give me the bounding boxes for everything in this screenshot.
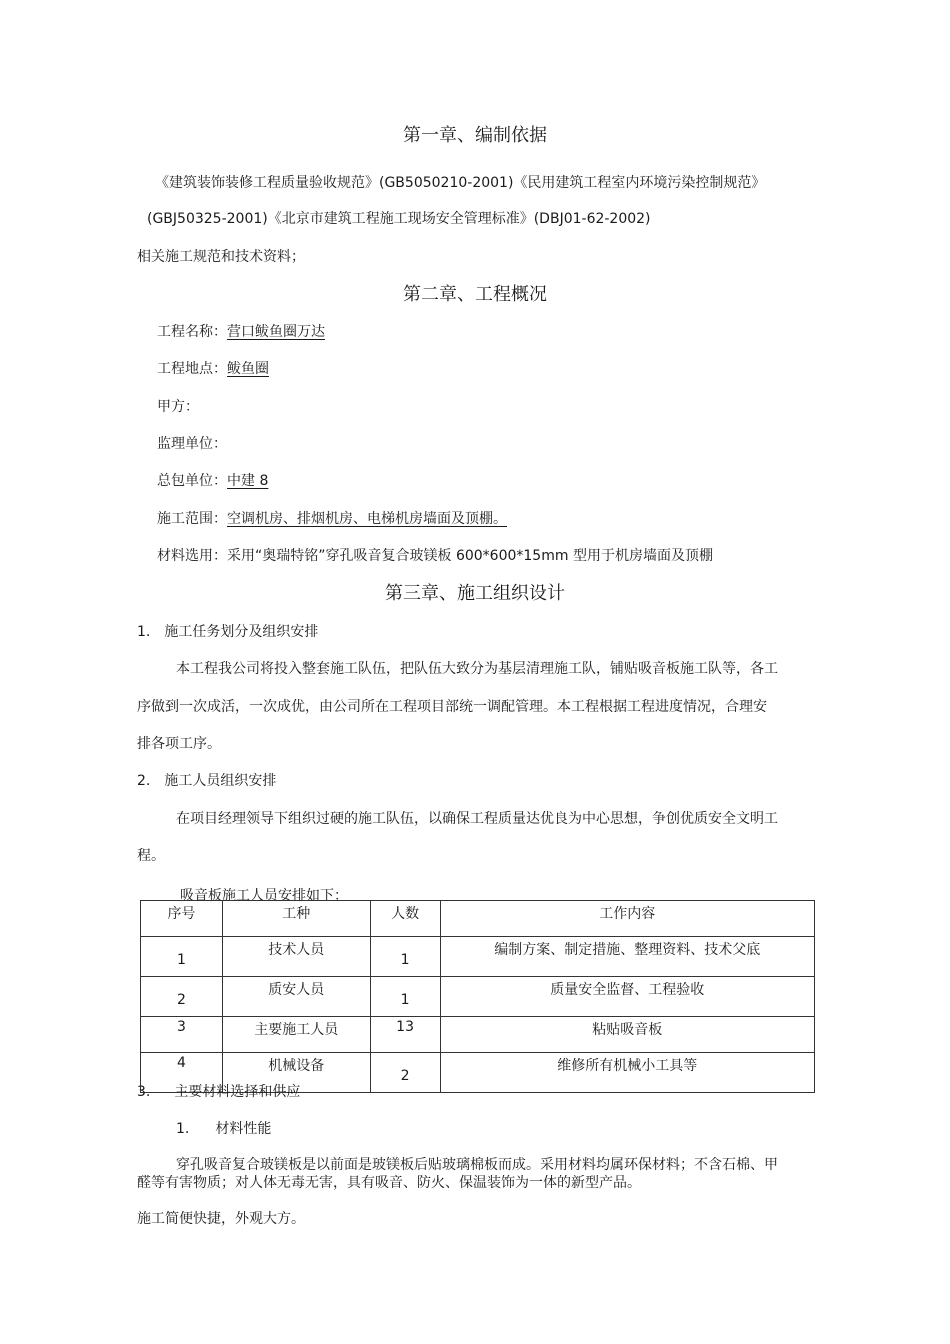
- section3-1-para-line1: 穿孔吸音复合玻镁板是以前面是玻镁板后贴玻璃棉板而成。采用材料均属环保材料；不含石棉、甲: [176, 1157, 778, 1173]
- scope-row: [157, 508, 507, 528]
- table-row: [141, 1017, 815, 1053]
- section1-number: 1.: [137, 624, 151, 640]
- contractor-label: 总包单位：: [157, 473, 227, 489]
- party-a-row: [157, 396, 199, 416]
- section1-para-line3: 排各项工序。: [137, 736, 221, 752]
- project-location-value: 鲅鱼圈: [227, 361, 269, 377]
- table-header-cell: 人数: [370, 901, 440, 937]
- section2-para-line1: 在项目经理领导下组织过硬的施工队伍，以确保工程质量达优良为中心思想，争创优质安全文明工: [176, 811, 778, 827]
- party-a-label: 甲方：: [157, 399, 199, 415]
- section3-1-title: 材料性能: [215, 1121, 272, 1137]
- chapter1-basis-line1: 《建筑装饰装修工程质量验收规范》(GB5050210-2001)《民用建筑工程室内环境污染控制规范》: [155, 175, 766, 191]
- section3-1-heading: [176, 1118, 271, 1138]
- table-cell: 3: [141, 1017, 223, 1053]
- project-name-value: 营口鲅鱼圈万达: [227, 324, 325, 340]
- table-cell: 粘贴吸音板: [440, 1017, 814, 1053]
- table-cell: 1: [141, 937, 223, 977]
- table-header-cell: 工种: [222, 901, 370, 937]
- table-row: [141, 977, 815, 1017]
- chapter1-basis-line3: 相关施工规范和技术资料；: [137, 249, 305, 265]
- section1-heading: [137, 621, 318, 641]
- section3-heading: [137, 1081, 300, 1101]
- section2-title: 施工人员组织安排: [164, 773, 277, 789]
- contractor-row: [157, 470, 268, 490]
- scope-value: 空调机房、排烟机房、电梯机房墙面及顶棚。: [227, 511, 507, 527]
- table-cell: 1: [370, 937, 440, 977]
- project-name-label: 工程名称：: [157, 324, 227, 340]
- table-cell: 质量安全监督、工程验收: [440, 977, 814, 1017]
- table-cell: 机械设备: [222, 1053, 370, 1093]
- project-name-row: [157, 321, 325, 341]
- section2-heading: [137, 770, 276, 790]
- table-header-cell: 序号: [141, 901, 223, 937]
- supervisor-label: 监理单位：: [157, 436, 227, 452]
- table-header-cell: 工作内容: [440, 901, 814, 937]
- section3-1-para-line2: 醛等有害物质；对人体无毒无害，具有吸音、防火、保温装饰为一体的新型产品。: [137, 1175, 641, 1191]
- section2-number: 2.: [137, 773, 151, 789]
- table-cell: 2: [370, 1053, 440, 1093]
- project-location-row: [157, 358, 269, 378]
- table-header-row: [141, 901, 815, 937]
- table-cell: 主要施工人员: [222, 1017, 370, 1053]
- supervisor-row: [157, 433, 227, 453]
- section3-1-para-line3: 施工简便快捷，外观大方。: [137, 1211, 305, 1227]
- scope-label: 施工范围：: [157, 511, 227, 527]
- chapter2-title: 第二章、工程概况: [403, 284, 547, 305]
- table-caption: 吸音板施工人员安排如下：: [180, 888, 348, 904]
- table-cell: 4: [141, 1053, 223, 1093]
- section3-1-number: 1.: [176, 1121, 190, 1137]
- section3-number: 3.: [137, 1084, 151, 1100]
- chapter3-title: 第三章、施工组织设计: [385, 583, 565, 604]
- material-row: 材料选用：采用“奥瑞特铭”穿孔吸音复合玻镁板 600*600*15mm 型用于机房墙面及顶棚: [157, 548, 713, 564]
- table-cell: 编制方案、制定措施、整理资料、技术父底: [440, 937, 814, 977]
- section3-title: 主要材料选择和供应: [174, 1084, 301, 1100]
- table-cell: 13: [370, 1017, 440, 1053]
- table-cell: 维修所有机械小工具等: [440, 1053, 814, 1093]
- table-cell: 1: [370, 977, 440, 1017]
- table-row: [141, 937, 815, 977]
- chapter1-basis-line2: (GBJ50325-2001)《北京市建筑工程施工现场安全管理标准》(DBJ01-62-2002): [147, 211, 651, 227]
- section1-para-line2: 序做到一次成活，一次成优，由公司所在工程项目部统一调配管理。本工程根据工程进度情况，合理安: [137, 699, 767, 715]
- section2-para-line2: 程。: [137, 848, 165, 864]
- table-cell: 质安人员: [222, 977, 370, 1017]
- table-cell: 技术人员: [222, 937, 370, 977]
- project-location-label: 工程地点：: [157, 361, 227, 377]
- section1-para-line1: 本工程我公司将投入整套施工队伍，把队伍大致分为基层清理施工队，铺贴吸音板施工队等，各工: [176, 661, 778, 677]
- chapter1-title: 第一章、编制依据: [403, 125, 547, 146]
- table-cell: 2: [141, 977, 223, 1017]
- section1-title: 施工任务划分及组织安排: [164, 624, 319, 640]
- contractor-value: 中建 8: [227, 473, 269, 489]
- staff-table: [140, 900, 815, 1093]
